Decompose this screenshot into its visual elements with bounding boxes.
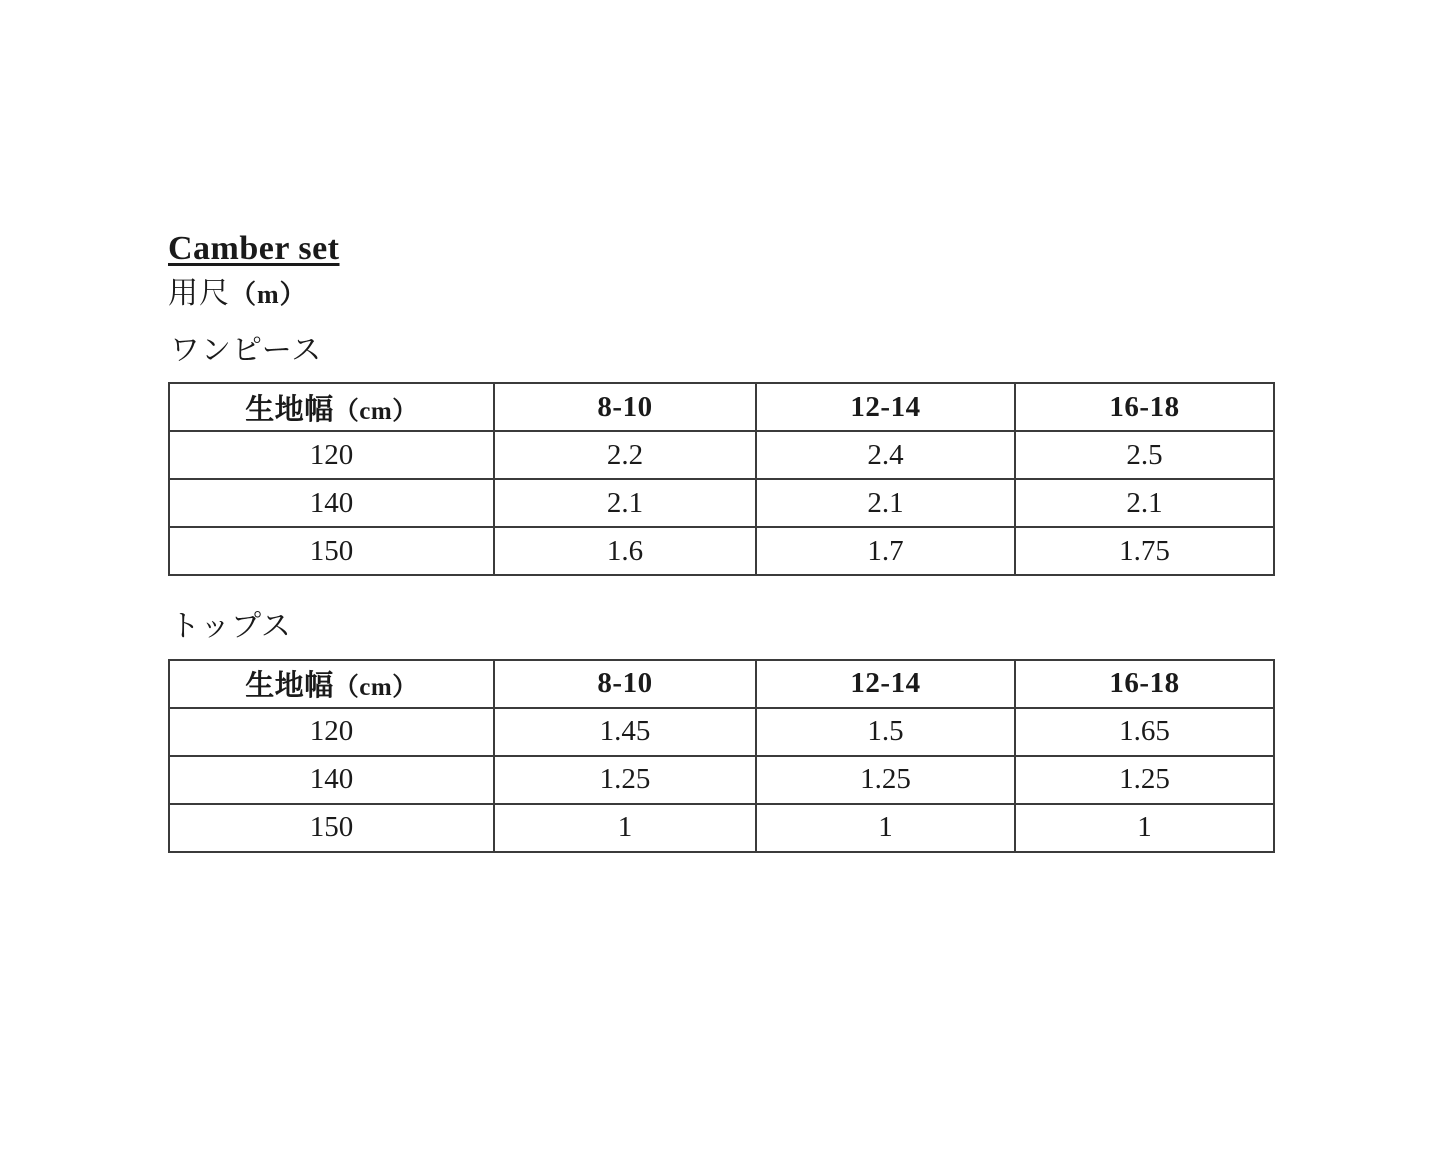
column-header: 16-18 [1015,383,1274,431]
table-corner-header [169,383,494,431]
table-cell: 1.45 [494,708,756,756]
document-subtitle [168,277,1278,312]
table-cell: 2.1 [756,479,1015,527]
table-cell: 1.25 [1015,756,1274,804]
corner-header-text: 生地幅 [245,668,334,703]
subtitle-text: 用尺 [168,276,230,312]
table-row [169,708,1274,756]
table-cell: 1.75 [1015,527,1274,575]
section-label: ワンピース [170,332,323,368]
table-cell: 1.65 [1015,708,1274,756]
table-row [169,527,1274,575]
section-label: トップス [170,609,292,645]
table-row [169,756,1274,804]
row-header: 140 [169,756,494,804]
table-cell: 1 [756,804,1015,852]
section-onepiece [168,334,1278,577]
table-cell: 2.1 [1015,479,1274,527]
fabric-length-table [168,659,1275,853]
table-cell: 1 [494,804,756,852]
fabric-length-table [168,382,1275,576]
corner-header-text: 生地幅 [245,391,334,426]
table-cell: 2.4 [756,431,1015,479]
document-body [168,230,1278,887]
table-row [169,804,1274,852]
corner-header-unit: （cm） [333,674,418,702]
subtitle-unit: （m） [230,280,307,310]
row-header: 150 [169,527,494,575]
column-header: 12-14 [756,660,1015,708]
row-header: 140 [169,479,494,527]
table-cell: 2.2 [494,431,756,479]
corner-header-unit: （cm） [333,397,418,425]
table-row [169,431,1274,479]
table-cell: 1.25 [494,756,756,804]
column-header: 16-18 [1015,660,1274,708]
section-tops [168,610,1278,853]
table-header-row [169,383,1274,431]
table-corner-header [169,660,494,708]
table-header-row [169,660,1274,708]
table-row [169,479,1274,527]
table-cell: 1.7 [756,527,1015,575]
column-header: 12-14 [756,383,1015,431]
table-cell: 2.1 [494,479,756,527]
column-header: 8-10 [494,660,756,708]
table-cell: 1.25 [756,756,1015,804]
table-cell: 1.6 [494,527,756,575]
table-cell: 2.5 [1015,431,1274,479]
table-cell: 1.5 [756,708,1015,756]
row-header: 120 [169,708,494,756]
column-header: 8-10 [494,383,756,431]
row-header: 120 [169,431,494,479]
row-header: 150 [169,804,494,852]
table-cell: 1 [1015,804,1274,852]
page-title: Camber set [168,230,340,267]
